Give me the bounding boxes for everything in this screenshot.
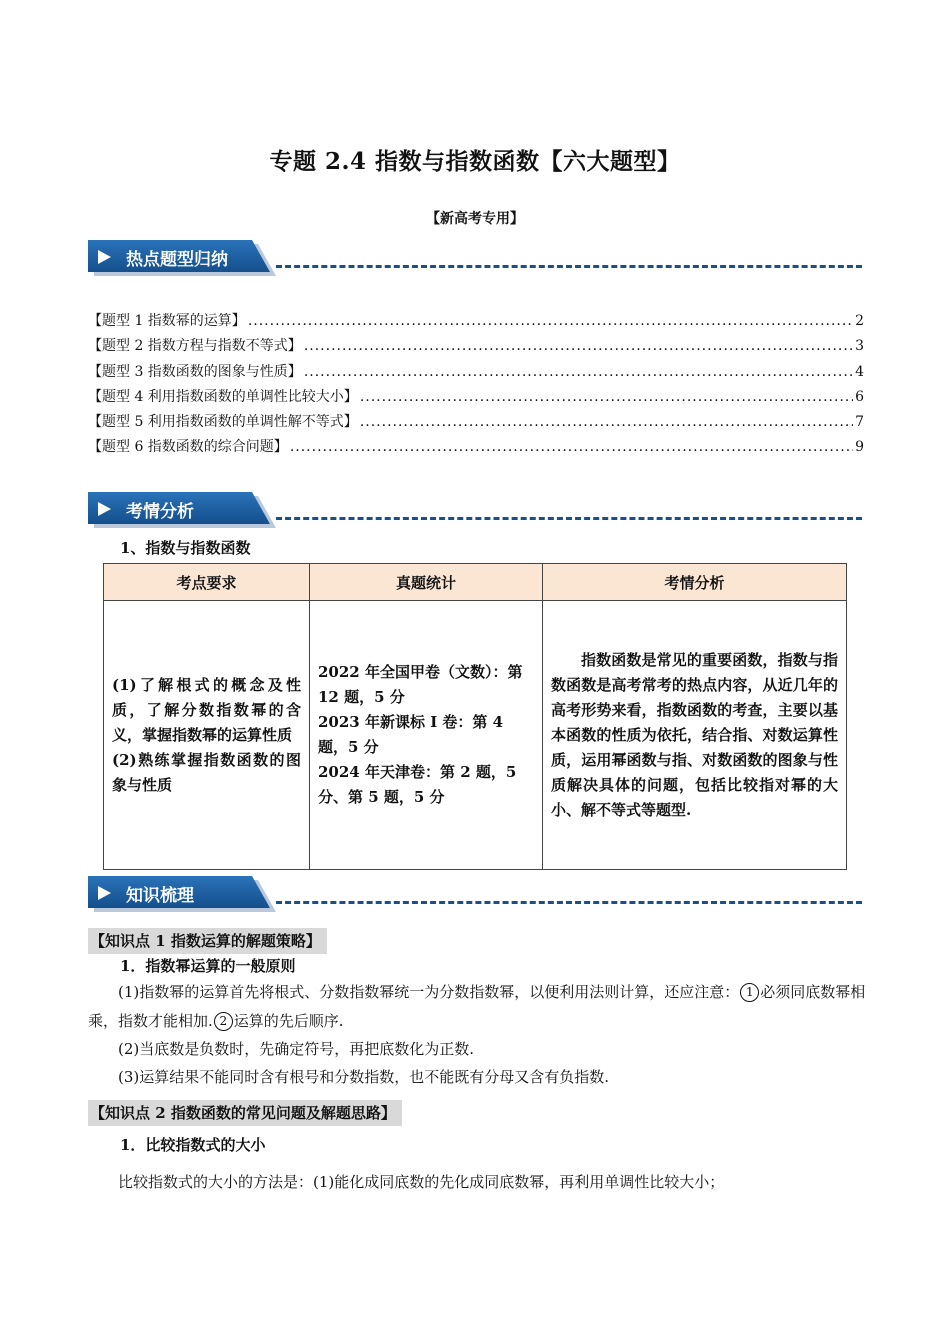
subheading: 1．指数幂运算的一般原则 — [120, 957, 296, 975]
banner-hot-topics — [88, 240, 868, 280]
banner-label: 知识梳理 — [126, 886, 194, 906]
dashed-divider — [276, 265, 862, 268]
table-cell-analysis: 指数函数是常见的重要函数，指数与指数函数是高考常考的热点内容，从近几年的高考形势来看，指数函数的考查，主要以基本函数的性质为依托，结合指、对数运算性质，运用幂函数与指、对数函数的图象与性质解决具体的问题，包括比较指对幂的大小、解不等式等题型. — [543, 601, 847, 870]
table-cell-requirements: (1)了解根式的概念及性质，了解分数指数幂的含义，掌握指数幂的运算性质 (2)熟练掌握指数函数的图象与性质 — [104, 601, 310, 870]
table-header: 考情分析 — [543, 564, 847, 601]
toc-item[interactable]: 【题型 4 利用指数函数的单调性比较大小】 ..... 6 — [88, 386, 864, 411]
paragraph: (1)指数幂的运算首先将根式、分数指数幂统一为分数指数幂，以便利用法则计算，还应注意： 1 必须同底数幂相乘，指数才能相加. 2 运算的先后顺序. — [88, 983, 866, 1030]
table-header: 真题统计 — [310, 564, 543, 601]
circled-number: 2 — [214, 1012, 233, 1031]
toc-item[interactable]: 【题型 3 指数函数的图象与性质】 ..... 4 — [88, 361, 864, 386]
play-arrow-icon — [98, 502, 111, 516]
banner-label: 考情分析 — [126, 502, 194, 522]
paragraph: (3)运算结果不能同时含有根号和分数指数，也不能既有分母又含有负指数. — [118, 1068, 610, 1086]
banner-label: 热点题型归纳 — [126, 250, 228, 270]
banner-exam-analysis — [88, 492, 868, 532]
table-cell-stats: 2022 年全国甲卷（文数）：第 12 题，5 分 2023 年新课标 I 卷：第 4 题，5 分 2024 年天津卷：第 2 题，5 分、第 5 题，5 分 — [310, 601, 543, 870]
section-heading: 1、指数与指数函数 — [120, 539, 251, 557]
play-arrow-icon — [98, 886, 111, 900]
knowledge-point-title: 【知识点 2 指数函数的常见问题及解题思路】 — [88, 1100, 402, 1126]
table-header: 考点要求 — [104, 564, 310, 601]
banner-knowledge — [88, 876, 868, 916]
toc-item[interactable]: 【题型 6 指数函数的综合问题】 ..... 9 — [88, 436, 864, 461]
table-of-contents — [88, 310, 864, 462]
play-arrow-icon — [98, 250, 111, 264]
exam-analysis-table — [103, 563, 847, 870]
toc-item[interactable]: 【题型 5 利用指数函数的单调性解不等式】 ..... 7 — [88, 411, 864, 436]
toc-item[interactable]: 【题型 1 指数幂的运算】 ..... 2 — [88, 310, 864, 335]
dashed-divider — [276, 901, 862, 904]
paragraph: (2)当底数是负数时，先确定符号，再把底数化为正数. — [118, 1040, 475, 1058]
dashed-divider — [276, 517, 862, 520]
circled-number: 1 — [740, 983, 759, 1002]
subheading: 1．比较指数式的大小 — [120, 1136, 266, 1154]
paragraph: 比较指数式的大小的方法是：(1)能化成同底数的先化成同底数幂，再利用单调性比较大小； — [118, 1173, 725, 1191]
toc-item[interactable]: 【题型 2 指数方程与指数不等式】 ..... 3 — [88, 335, 864, 360]
page-subtitle: 【新高考专用】 — [426, 211, 524, 227]
knowledge-point-title: 【知识点 1 指数运算的解题策略】 — [88, 928, 327, 954]
page-title: 专题 2.4 指数与指数函数【六大题型】 — [269, 148, 681, 175]
